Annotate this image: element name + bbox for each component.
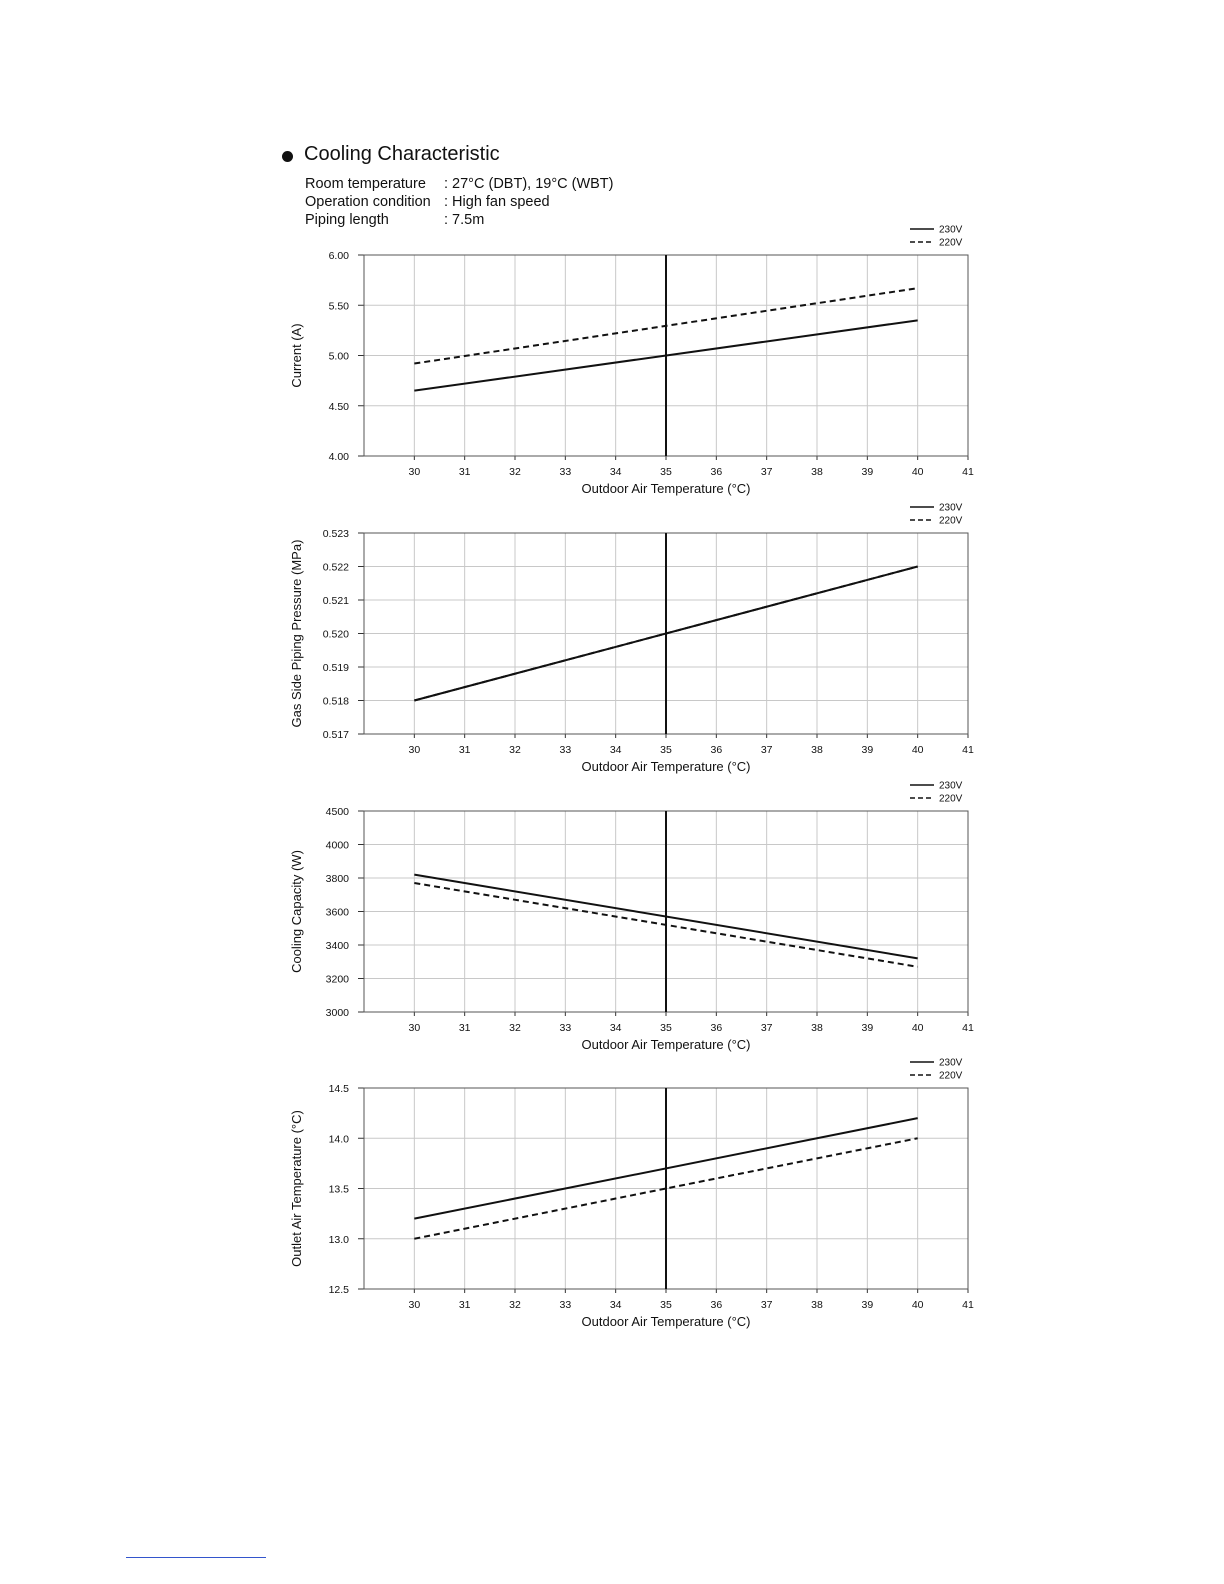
x-tick-label: 30 [408,1022,421,1034]
x-tick-label: 33 [559,1022,572,1034]
x-tick-label: 41 [962,744,974,756]
y-tick-label: 5.00 [328,350,349,363]
x-tick-label: 36 [710,744,723,756]
condition-label: Piping length [305,212,389,228]
x-tick-label: 39 [861,744,874,756]
x-tick-label: 39 [861,1299,874,1311]
y-tick-label: 3400 [325,940,349,952]
y-tick-label: 4000 [325,839,349,852]
x-tick-label: 30 [408,1299,421,1311]
x-tick-label: 31 [458,466,471,478]
legend-label-220v: 220V [939,1070,963,1082]
x-tick-label: 32 [509,1299,521,1311]
cooling-capacity-chart [0,776,1224,1060]
legend-label-230v: 230V [939,780,963,792]
y-tick-label: 4.50 [328,400,349,413]
gas-pressure-chart [0,498,1224,782]
y-tick-label: 0.519 [322,662,349,674]
x-tick-label: 38 [811,744,823,756]
y-tick-label: 5.50 [328,300,349,313]
legend-label-230v: 230V [939,1057,963,1069]
x-tick-label: 37 [760,466,773,478]
condition-value: : 7.5m [444,212,485,228]
condition-label: Room temperature [305,176,426,192]
x-tick-label: 33 [559,466,572,478]
legend-label-220v: 220V [939,793,963,805]
y-tick-label: 0.517 [322,729,349,741]
legend-label-220v: 220V [939,237,963,249]
y-tick-label: 0.520 [322,628,349,641]
current-chart [0,220,1224,504]
y-tick-label: 3800 [325,873,349,885]
y-tick-label: 13.0 [328,1233,349,1246]
x-tick-label: 40 [911,1299,924,1311]
y-tick-label: 4.00 [328,451,349,463]
outlet-temperature-chart [0,1053,1224,1337]
y-tick-label: 13.5 [328,1183,349,1196]
x-tick-label: 37 [760,744,773,756]
x-tick-label: 31 [458,1299,471,1311]
y-axis-title: Gas Side Piping Pressure (MPa) [289,539,304,728]
legend-label-230v: 230V [939,224,963,236]
y-tick-label: 0.523 [322,528,349,540]
legend-label-230v: 230V [939,502,963,514]
y-tick-label: 14.0 [328,1133,349,1146]
x-tick-label: 30 [408,744,421,756]
x-tick-label: 41 [962,466,974,478]
y-tick-label: 3200 [325,973,349,986]
x-tick-label: 32 [509,744,521,756]
x-tick-label: 36 [710,1299,723,1311]
x-tick-label: 31 [458,744,471,756]
x-tick-label: 32 [509,1022,521,1034]
x-tick-label: 35 [660,466,672,478]
x-tick-label: 31 [458,1022,471,1034]
page-heading: Cooling Characteristic [304,143,500,165]
y-tick-label: 6.00 [328,250,349,262]
y-tick-label: 4500 [325,806,349,818]
x-tick-label: 41 [962,1299,974,1311]
x-tick-label: 40 [911,744,924,756]
x-tick-label: 36 [710,466,723,478]
x-tick-label: 38 [811,1022,823,1034]
y-tick-label: 0.518 [322,695,349,708]
x-tick-label: 35 [660,744,672,756]
x-tick-label: 33 [559,744,572,756]
y-tick-label: 0.521 [322,595,349,607]
y-tick-label: 12.5 [328,1284,349,1296]
x-tick-label: 34 [609,1299,622,1311]
y-axis-title: Outlet Air Temperature (°C) [289,1110,304,1267]
x-tick-label: 36 [710,1022,723,1034]
x-tick-label: 37 [760,1022,773,1034]
y-axis-title: Cooling Capacity (W) [289,850,304,973]
legend-label-220v: 220V [939,515,963,527]
x-axis-title: Outdoor Air Temperature (°C) [581,1037,751,1052]
footer-rule [126,1557,266,1558]
x-tick-label: 41 [962,1022,974,1034]
x-tick-label: 38 [811,1299,823,1311]
x-tick-label: 34 [609,744,622,756]
x-tick-label: 32 [509,466,521,478]
x-tick-label: 40 [911,466,924,478]
x-tick-label: 39 [861,466,874,478]
x-tick-label: 30 [408,466,421,478]
x-tick-label: 38 [811,466,823,478]
y-tick-label: 14.5 [328,1083,349,1095]
x-tick-label: 35 [660,1299,672,1311]
y-tick-label: 3600 [325,906,349,919]
bullet-icon [282,151,293,162]
y-axis-title: Current (A) [289,323,304,388]
x-axis-title: Outdoor Air Temperature (°C) [581,759,751,774]
x-tick-label: 34 [609,1022,622,1034]
x-tick-label: 33 [559,1299,572,1311]
x-tick-label: 34 [609,466,622,478]
x-axis-title: Outdoor Air Temperature (°C) [581,481,751,496]
x-tick-label: 39 [861,1022,874,1034]
x-tick-label: 35 [660,1022,672,1034]
condition-value: : 27°C (DBT), 19°C (WBT) [444,176,614,192]
condition-label: Operation condition [305,194,431,210]
x-tick-label: 40 [911,1022,924,1034]
x-axis-title: Outdoor Air Temperature (°C) [581,1314,751,1329]
y-tick-label: 3000 [325,1007,349,1019]
x-tick-label: 37 [760,1299,773,1311]
condition-value: : High fan speed [444,194,550,210]
y-tick-label: 0.522 [322,561,349,574]
